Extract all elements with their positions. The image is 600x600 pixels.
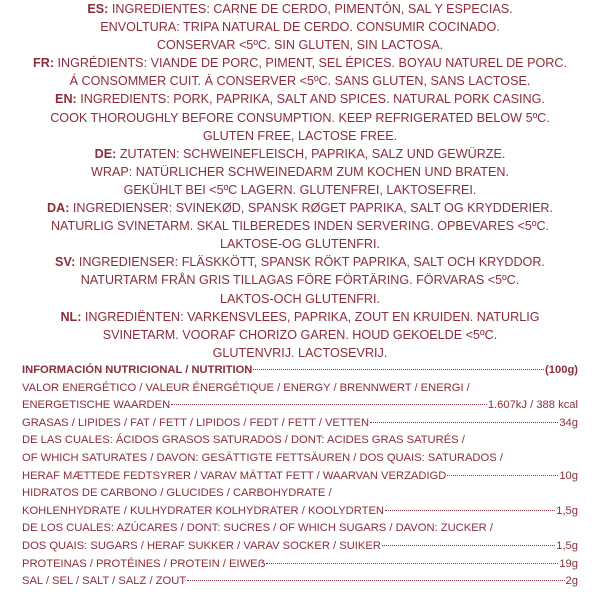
dot-leader [385,509,555,511]
nutrient-label: PROTEINAS / PROTÉINES / PROTEIN / EIWEẞ [22,557,266,570]
dot-leader [447,474,558,476]
nutrient-label: VALOR ENERGÉTICO / VALEUR ÉNERGÉTIQUE / ENERGY / BRENNWERT / ENERGI / [22,381,470,394]
nutrition-row [22,468,578,486]
nutrition-row [22,556,578,574]
lang-code: FR: [33,56,55,71]
ingredients-line: ZUTATEN: SCHWEINEFLEISCH, PAPRIKA, SALZ UND GEWÜRZE. [116,146,506,161]
nutrition-row [22,503,578,521]
nutrition-row [22,450,578,468]
nutrition-row [22,380,578,398]
nutrition-row [22,397,578,415]
nutrition-table [22,362,578,591]
ingredients-fr [4,54,596,72]
nutrient-label: KOHLENHYDRATE / KULHYDRATER KOLHYDRATER / KOOLYDRTEN [22,504,385,517]
ingredients-es [4,0,596,18]
ingredients-line: WRAP: NATÜRLICHER SCHWEINEDARM ZUM KOCHEN UND BRATEN. [91,164,509,179]
ingredients-line: SVINETARM. VOORAF CHORIZO GAREN. HOUD GEKOELDE <5ºC. [102,327,498,342]
ingredients-line: Á CONSOMMER CUIT. À CONSERVER <5ºC. SANS GLUTEN, SANS LACTOSE. [69,74,531,89]
ingredients-line: INGREDIENTES: CARNE DE CERDO, PIMENTÓN, SAL Y ESPECIAS. [108,2,513,16]
ingredients-line: INGRÉDIENTS: VIANDE DE PORC, PIMENT, SEL ÉPICES. BOYAU NATUREL DE PORC. [54,56,567,71]
ingredients-line: NATURTARM FRÅN GRIS TILLAGAS FÖRE FÖRTÄRING. FÖRVARAS <5ºC. [80,273,520,288]
dot-leader [171,403,487,405]
ingredients-line: COOK THOROUGHLY BEFORE CONSUMPTION. KEEP REFRIGERATED BELOW 5ºC. [50,110,550,125]
lang-code: EN: [55,92,77,107]
lang-code: ES: [87,2,109,16]
ingredients-line: INGREDIENTS: PORK, PAPRIKA, SALT AND SPICES. NATURAL PORK CASING. [76,92,545,107]
nutrient-label: HIDRATOS DE CARBONO / GLUCIDES / CARBOHYDRATE / [22,487,332,500]
ingredients-line: NATURLIG SVINETARM. SKAL TILBEREDES INDEN SERVERING. OPBEVARES <5ºC. [50,219,550,234]
nutrient-label: OF WHICH SATURATES / DAVON: GESÄTTIGTE FETTSÄUREN / DOS QUAIS: SATURADOS / [22,451,503,464]
dot-leader [370,421,558,423]
lang-code: DE: [94,146,117,161]
nutrient-label: SAL / SEL / SALT / SALZ / ZOUT [22,575,187,588]
ingredients-nl [4,308,596,326]
ingredients-line: INGREDIENSER: FLÄSKKÖTT, SPANSK RÖKT PAPRIKA, SALT OCH KRYDDOR. [75,255,545,270]
nutrient-label: DE LAS CUALES: ÁCIDOS GRASOS SATURADOS / DONT: ACIDES GRAS SATURÉS / [22,434,465,447]
ingredients-line: GLUTEN FREE, LACTOSE FREE. [202,128,398,143]
lang-code: DA: [47,201,70,216]
ingredients-de [4,145,596,163]
nutrition-row [22,520,578,538]
ingredients-en [4,90,596,108]
nutrient-value: 34g [559,416,578,429]
dot-leader [266,562,558,564]
nutrient-value: 2g [565,575,578,588]
nutrition-per-amount: (100g) [545,364,578,376]
dot-leader [187,579,564,581]
nutrition-row [22,432,578,450]
ingredients-line: INGREDIËNTEN: VARKENSVLEES, PAPRIKA, ZOUT EN KRUIDEN. NATURLIG [81,309,540,324]
nutrient-label: ENERGETISCHE WAARDEN [22,399,171,412]
nutrient-value: 1,5g [556,504,578,517]
ingredients-line: GLUTENVRIJ. LACTOSEVRIJ. [212,345,388,360]
nutrition-row [22,538,578,556]
nutrient-value: 1.607kJ / 388 kcal [487,399,578,412]
ingredients-line: GEKÜHLT BEI <5ºC LAGERN. GLUTENFREI, LAKTOSEFREI. [123,182,477,197]
nutrient-value: 1,5g [556,539,578,552]
nutrient-label: DE LOS CUALES: AZÚCARES / DONT: SUCRES / OF WHICH SUGARS / DAVON: ZUCKER / [22,522,493,535]
nutrition-row [22,415,578,433]
nutrition-row [22,485,578,503]
dot-leader [382,544,555,546]
nutrient-label: DOS QUAIS: SUGARS / HERAF SUKKER / VARAV SOCKER / SUIKER [22,539,381,552]
ingredients-line: INGREDIENSER: SVINEKØD, SPANSK RØGET PAPRIKA, SALT OG KRYDDERIER. [69,201,553,216]
nutrient-label: GRASAS / LIPIDES / FAT / FETT / LIPIDOS / FEDT / FETT / VETTEN [22,416,370,429]
ingredients-line: CONSERVAR <5ºC. SIN GLUTEN, SIN LACTOSA. [156,38,444,53]
nutrient-label: HERAF MÆTTEDE FEDTSYRER / VARAV MÄTTAT FETT / WAARVAN VERZADIGD [22,469,447,482]
nutrition-header-row [22,362,578,380]
nutrition-row [22,573,578,591]
dot-leader [253,368,544,370]
ingredients-line: LAKTOSE-OG GLUTENFRI. [219,237,381,252]
ingredients-sv [4,253,596,271]
ingredients-line: LAKTOS-OCH GLUTENFRI. [219,291,380,306]
nutrient-value: 19g [559,557,578,570]
lang-code: NL: [60,309,82,324]
ingredients-da [4,199,596,217]
lang-code: SV: [55,255,76,270]
nutrient-value: 10g [559,469,578,482]
nutrition-title: INFORMACIÓN NUTRICIONAL / NUTRITION [22,364,253,376]
ingredients-line: ENVOLTURA: TRIPA NATURAL DE CERDO. CONSUMIR COCINADO. [100,20,500,35]
